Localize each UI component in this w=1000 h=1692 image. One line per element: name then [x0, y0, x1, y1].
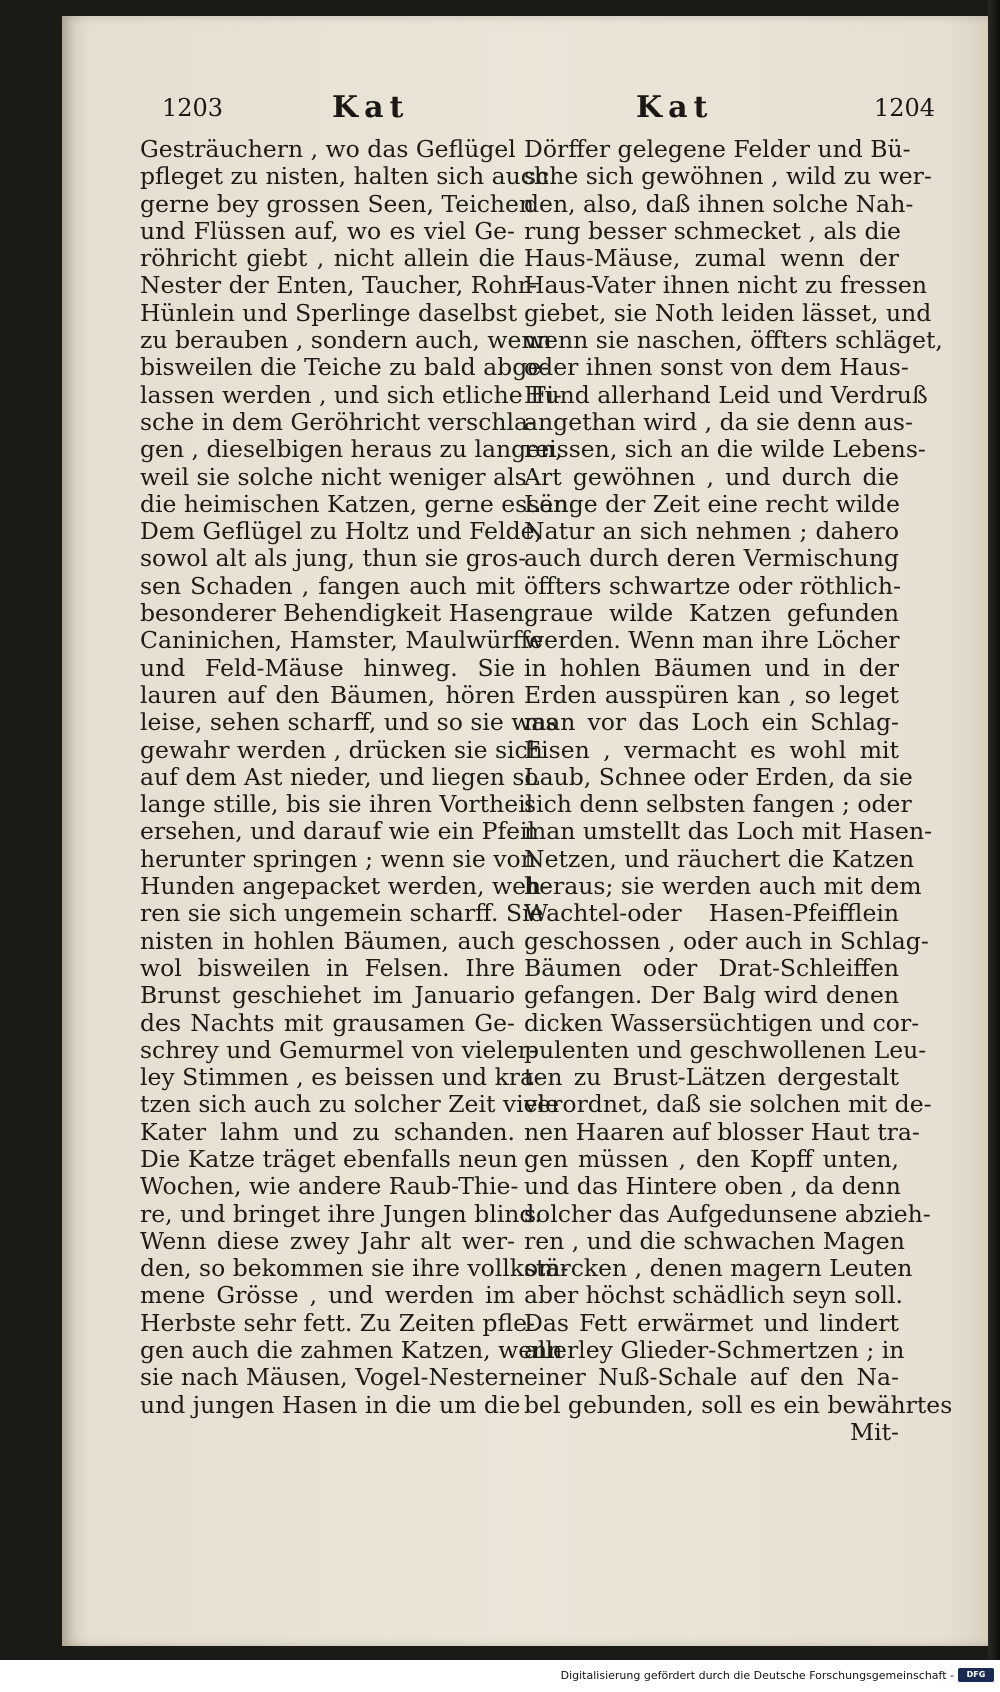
book-binding-edge	[988, 0, 1000, 1660]
text-line: lange stille, bis sie ihren Vortheil	[140, 790, 534, 819]
text-line: nen Haaren auf blosser Haut tra-	[524, 1117, 920, 1146]
text-line: Eisen , vermacht es wohl mit	[524, 735, 899, 764]
text-line: sowol alt als jung, thun sie gros-	[140, 544, 527, 573]
text-line: Wochen, wie andere Raub-Thie-	[140, 1172, 519, 1201]
text-line: öffters schwartze oder röthlich-	[524, 571, 901, 600]
text-line: röhricht giebt , nicht allein die	[140, 244, 515, 273]
funding-credit: Digitalisierung gefördert durch die Deutsche Forschungsgemeinschaft -	[560, 1669, 954, 1682]
text-line: Länge der Zeit eine recht wilde	[524, 489, 900, 518]
text-line: verordnet, daß sie solchen mit de-	[524, 1090, 932, 1119]
left-text-column	[140, 135, 576, 1419]
text-line: Die Katze träget ebenfalls neun	[140, 1144, 518, 1173]
text-line: Wenn diese zwey Jahr alt wer-	[140, 1226, 515, 1255]
text-line: Das Fett erwärmet und lindert	[524, 1308, 899, 1337]
text-line: angethan wird , da sie denn aus-	[524, 407, 913, 436]
text-line: sche sich gewöhnen , wild zu wer-	[524, 162, 932, 191]
text-line: Haus-Mäuse, zumal wenn der	[524, 244, 899, 273]
text-line: reissen, sich an die wilde Lebens-	[524, 435, 926, 464]
text-line: gen , dieselbigen heraus zu langen,	[140, 435, 563, 464]
text-line: man umstellt das Loch mit Hasen-	[524, 817, 933, 846]
text-line: nisten in hohlen Bäumen, auch	[140, 926, 515, 955]
text-line: sen Schaden , fangen auch mit	[140, 571, 515, 600]
text-line: und Feld-Mäuse hinweg. Sie	[140, 653, 515, 682]
book-page	[62, 16, 992, 1646]
dfg-logo-icon: DFG	[958, 1668, 994, 1682]
text-line: Caninichen, Hamster, Maulwürffe	[140, 626, 544, 655]
text-line: den, also, daß ihnen solche Nah-	[524, 189, 914, 218]
text-line: pfleget zu nisten, halten sich auch	[140, 162, 550, 191]
text-line: sich denn selbsten fangen ; oder	[524, 790, 912, 819]
text-line: leise, sehen scharff, und so sie was	[140, 708, 558, 737]
text-line: gefangen. Der Balg wird denen	[524, 981, 899, 1010]
footer-bar	[0, 1660, 1000, 1692]
text-line: ersehen, und darauf wie ein Pfeil	[140, 817, 536, 846]
text-line: rung besser schmecket , als die	[524, 216, 901, 245]
text-line: lauren auf den Bäumen, hören	[140, 680, 515, 709]
text-line: den, so bekommen sie ihre vollkom-	[140, 1254, 569, 1283]
text-line: solcher das Aufgedunsene abzieh-	[524, 1199, 931, 1228]
left-page-number: 1203	[162, 94, 224, 122]
text-line: Brunst geschiehet im Januario	[140, 981, 515, 1010]
text-line: weil sie solche nicht weniger als	[140, 462, 527, 491]
text-line: auf dem Ast nieder, und liegen so	[140, 762, 539, 791]
text-line: Hünlein und Sperlinge daselbst	[140, 298, 518, 327]
text-line: herunter springen ; wenn sie von	[140, 844, 536, 873]
text-line: Bäumen oder Drat-Schleiffen	[524, 953, 899, 982]
text-line: Netzen, und räuchert die Katzen	[524, 844, 915, 873]
text-line: besonderer Behendigkeit Hasen,	[140, 599, 532, 628]
text-line: des Nachts mit grausamen Ge-	[140, 1008, 515, 1037]
text-line: und jungen Hasen in die um die	[140, 1390, 521, 1419]
text-line: sche in dem Geröhricht verschla-	[140, 407, 536, 436]
text-line: giebet, sie Noth leiden lässet, und	[524, 298, 932, 327]
text-line: dicken Wassersüchtigen und cor-	[524, 1008, 920, 1037]
right-page-number: 1204	[874, 94, 936, 122]
text-line: aber höchst schädlich seyn soll.	[524, 1281, 903, 1310]
text-line: tzen sich auch zu solcher Zeit viele	[140, 1090, 559, 1119]
text-line: die heimischen Katzen, gerne essen.	[140, 489, 576, 518]
text-line: und Flüssen auf, wo es viel Ge-	[140, 216, 515, 245]
right-running-keyword: Kat	[636, 90, 714, 125]
catchword: Mit-	[850, 1417, 899, 1446]
text-line: ren , und die schwachen Magen	[524, 1226, 905, 1255]
text-line: gen auch die zahmen Katzen, wenn	[140, 1336, 563, 1365]
text-line: gewahr werden , drücken sie sich	[140, 735, 543, 764]
text-line: werden. Wenn man ihre Löcher	[524, 626, 900, 655]
text-line: Gesträuchern , wo das Geflügel	[140, 135, 516, 163]
text-line: bisweilen die Teiche zu bald abge-	[140, 353, 550, 382]
text-line: allerley Glieder-Schmertzen ; in	[524, 1336, 905, 1365]
text-line: Art gewöhnen , und durch die	[524, 462, 899, 491]
text-line: Natur an sich nehmen ; dahero	[524, 517, 899, 546]
text-line: heraus; sie werden auch mit dem	[524, 872, 922, 901]
right-text-column	[524, 135, 953, 1446]
text-line: Erden ausspüren kan , so leget	[524, 680, 899, 709]
text-line: ren sie sich ungemein scharff. Sie	[140, 899, 544, 928]
text-line: bel gebunden, soll es ein bewährtes	[524, 1390, 953, 1419]
text-line: in hohlen Bäumen und in der	[524, 653, 899, 682]
text-line: Wachtel-oder Hasen-Pfeifflein	[524, 899, 899, 928]
text-line: Dem Geflügel zu Holtz und Felde,	[140, 517, 543, 546]
text-line: stärcken , denen magern Leuten	[524, 1254, 913, 1283]
text-line: man vor das Loch ein Schlag-	[524, 708, 899, 737]
text-line: wol bisweilen in Felsen. Ihre	[140, 953, 515, 982]
text-line: sie nach Mäusen, Vogel-Nestern	[140, 1363, 525, 1392]
text-line: ten zu Brust-Lätzen dergestalt	[524, 1063, 899, 1092]
text-line: oder ihnen sonst von dem Haus-	[524, 353, 909, 382]
text-line: lassen werden , und sich etliche Fi-	[140, 380, 562, 409]
text-line: gen müssen , den Kopff unten,	[524, 1144, 899, 1173]
text-line: pulenten und geschwollenen Leu-	[524, 1035, 927, 1064]
text-line: gerne bey grossen Seen, Teichen	[140, 189, 535, 218]
text-line: auch durch deren Vermischung	[524, 544, 899, 573]
text-line: Laub, Schnee oder Erden, da sie	[524, 762, 913, 791]
text-line: schrey und Gemurmel von vieler-	[140, 1035, 537, 1064]
text-line: Nester der Enten, Taucher, Rohr-	[140, 271, 537, 300]
text-line: geschossen , oder auch in Schlag-	[524, 926, 929, 955]
text-line: wenn sie naschen, öffters schläget,	[524, 326, 943, 355]
text-line: und das Hintere oben , da denn	[524, 1172, 901, 1201]
text-line: Hunden angepacket werden, weh-	[140, 872, 550, 901]
text-line: Haus-Vater ihnen nicht zu fressen	[524, 271, 927, 300]
text-line: mene Grösse , und werden im	[140, 1281, 515, 1310]
text-line: graue wilde Katzen gefunden	[524, 599, 899, 628]
text-line: Dörffer gelegene Felder und Bü-	[524, 135, 911, 163]
text-line: re, und bringet ihre Jungen blind.	[140, 1199, 542, 1228]
left-running-keyword: Kat	[332, 90, 410, 125]
text-line: zu berauben , sondern auch, wenn	[140, 326, 552, 355]
text-line: Herbste sehr fett. Zu Zeiten pfle-	[140, 1308, 536, 1337]
running-header	[62, 90, 992, 134]
text-line: einer Nuß-Schale auf den Na-	[524, 1363, 899, 1392]
text-line: Kater lahm und zu schanden.	[140, 1117, 515, 1146]
text-line: Hund allerhand Leid und Verdruß	[524, 380, 928, 409]
text-line: ley Stimmen , es beissen und kra-	[140, 1063, 542, 1092]
